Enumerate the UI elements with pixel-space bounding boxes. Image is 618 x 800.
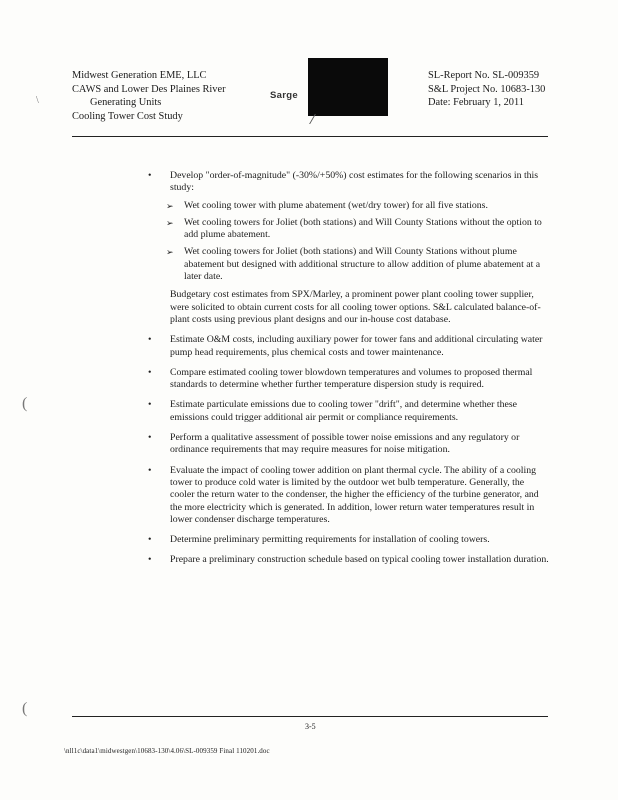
bullet-text: Prepare a preliminary construction schedule based on typical cooling tower installation duration. [170,554,549,566]
list-item [148,334,550,359]
header-company: Midwest Generation EME, LLC [72,70,207,81]
redacted-logo-block [308,58,388,116]
report-date: Date: February 1, 2011 [428,97,524,109]
bullet-icon: • [148,554,152,566]
arrow-bullet-icon: ➢ [166,200,174,211]
bullet-icon: • [148,432,152,444]
arrow-bullet-icon: ➢ [166,217,174,228]
report-number: SL-Report No. SL-009359 [428,70,540,81]
file-path: \nll1c\data1\midwestgen\10683-130\4.06\SL-009359 Final 110201.doc [64,747,270,755]
budgetary-paragraph: Budgetary cost estimates from SPX/Marley, a prominent power plant cooling tower supplier, were solicited to obtain current costs for all cooling tower options. S&L calculated balance-of-plant costs using previous plant designs and our in-house cost database. [170,289,541,325]
header-study: Cooling Tower Cost Study [72,110,183,122]
sub-item-text: Wet cooling towers for Joliet (both stations) and Will County Stations without plume abatement but designed with additional structure to allow addition of plume abatement at a later date. [184,246,541,283]
sub-list-item [148,217,550,242]
sub-item-text: Wet cooling towers for Joliet (both stations) and Will County Stations without the option to add plume abatement. [184,216,542,241]
bullet-icon: • [148,366,152,378]
sub-item-text: Wet cooling tower with plume abatement (wet/dry tower) for all five stations. [184,199,488,211]
arrow-bullet-icon: ➢ [166,247,174,258]
list-item [148,432,550,457]
footer-rule [72,716,548,717]
margin-mark: ( [22,700,28,717]
bullet-icon: • [148,334,152,346]
sub-list-item [148,246,550,283]
bullet-icon: • [148,170,152,181]
project-number: S&L Project No. 10683-130 [428,83,546,95]
page-number: 3-5 [305,722,316,731]
header-project: CAWS and Lower Des Plaines River [72,83,226,95]
list-item [148,465,550,526]
list-item [148,367,550,392]
header-right-block [428,69,545,110]
sub-list-item [148,200,550,212]
bullet-icon: • [148,534,152,546]
bullet-text: Compare estimated cooling tower blowdown temperatures and volumes to proposed thermal standards to determine whether further temperature dispersion study is required. [170,366,533,391]
header-rule [72,136,548,137]
list-item [148,554,550,566]
header-left-block [72,69,226,123]
bullet-icon: • [148,399,152,411]
bullet-icon: • [148,464,152,476]
list-item [148,534,550,546]
margin-mark: \ [36,95,39,106]
margin-mark: ( [22,395,28,412]
bullet-text: Evaluate the impact of cooling tower addition on plant thermal cycle. The ability of a cooling tower to produce cold water is limited by the outdoor wet bulb temperature. Generally, the cooler the return water to the condenser, the higher the efficiency of the turbine generator, and the more electricity which is generated. In addition, lower return water temperatures result in lower condenser discharge temperatures. [170,464,539,525]
list-item [148,170,550,195]
bullet-text: Estimate O&M costs, including auxiliary power for tower fans and additional circulating water pump head requirements, plus chemical costs and tower maintenance. [170,334,543,358]
list-item [148,399,550,424]
page-body [148,170,550,575]
header-project-cont: Generating Units [90,97,162,109]
bullet-text: Develop "order-of-magnitude" (-30%/+50%) cost estimates for the following scenarios in this study: [170,170,539,194]
bullet-text: Estimate particulate emissions due to cooling tower "drift", and determine whether these emissions could trigger additional air permit or compliance requirements. [170,399,517,423]
bullet-text: Determine preliminary permitting requirements for installation of cooling towers. [170,534,490,546]
bullet-text: Perform a qualitative assessment of possible tower noise emissions and any regulatory or ordinance requirements that may require measures for noise mitigation. [170,432,520,456]
logo-fragment: Sarge [270,90,298,101]
